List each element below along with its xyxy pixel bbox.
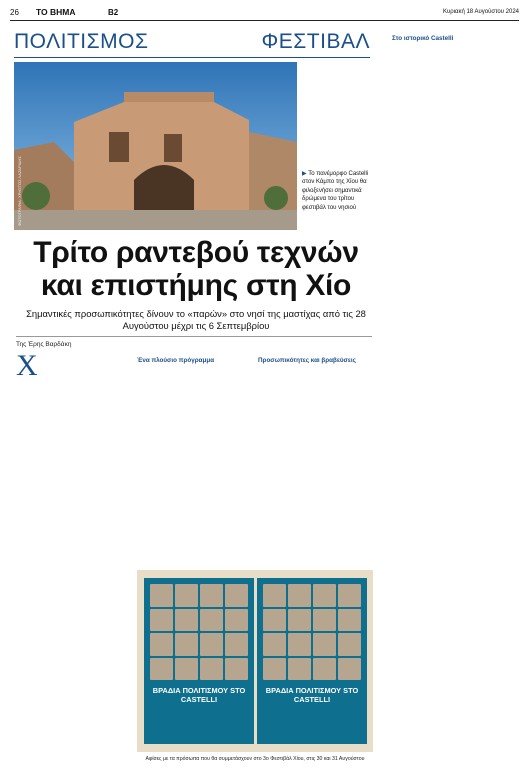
photo-credit: ΦΩΤΟΓΡΑΦΙΑ: ΧΡΗΣΤΟΣ ΛΑΖΑΡΙΔΗΣ — [17, 156, 22, 226]
poster — [257, 578, 367, 744]
section-code: Β2 — [108, 7, 119, 17]
issue-date: Κυριακή 18 Αυγούστου 2024 — [442, 9, 519, 15]
subheading-castelli: Στο ιστορικό Castelli — [392, 35, 454, 42]
poster-portraits — [263, 584, 361, 680]
paper-name: ΤΟ ΒΗΜΑ — [36, 7, 76, 17]
section-subtitle: ΦΕΣΤΙΒΑΛ — [261, 30, 370, 53]
poster-portraits — [150, 584, 248, 680]
poster-title: ΒΡΑΔΙΑ ΠΟΛΙΤΙΣΜΟΥ STO CASTELLI — [265, 686, 359, 704]
caption-arrow-icon: ▶ — [302, 171, 307, 177]
subheading-personalities: Προσωπικότητες και βραβεύσεις — [258, 357, 356, 364]
photo-caption — [302, 170, 370, 212]
subheading-program: Ένα πλούσιο πρόγραμμα — [137, 357, 215, 364]
byline: Της Έρης Βαρδάκη — [16, 341, 72, 348]
drop-cap: Χ — [16, 352, 38, 382]
poster — [144, 578, 254, 744]
section-title: ΠΟΛΙΤΙΣΜΟΣ — [14, 30, 149, 53]
article-column-1 — [16, 352, 130, 762]
top-rule — [10, 20, 519, 21]
article-headline: Τρίτο ραντεβού τεχνών και επιστήμης στη Χίο — [33, 236, 359, 302]
headline-rule — [16, 336, 372, 337]
caption-text: Το πανέμορφο Castelli στον Κάμπο της Χίου θα φιλοξενήσει σημαντικά δρώμενα του τρίτου φεστιβάλ του νησιού — [302, 171, 369, 211]
article-column-2 — [137, 352, 251, 564]
section-rule — [14, 57, 370, 58]
posters-caption: Αφίσες με τα πρόσωπα που θα συμμετάσχουν στο 3ο Φεστιβάλ Χίου, στις 30 και 31 Αυγούστου — [145, 756, 365, 762]
page-number: 26 — [10, 7, 19, 17]
castelli-photo — [14, 62, 297, 230]
article-column-4 — [392, 30, 520, 766]
article-column-3 — [258, 352, 372, 564]
poster-title: ΒΡΑΔΙΑ ΠΟΛΙΤΙΣΜΟΥ STO CASTELLI — [152, 686, 246, 704]
festival-posters — [137, 570, 373, 752]
page-masthead — [10, 5, 519, 19]
article-subhead: Σημαντικές προσωπικότητες δίνουν το «παρών» στο νησί της μαστίχας από τις 28 Αυγούστου μέχρι τις 6 Σεπτεμβρίου — [26, 308, 366, 331]
